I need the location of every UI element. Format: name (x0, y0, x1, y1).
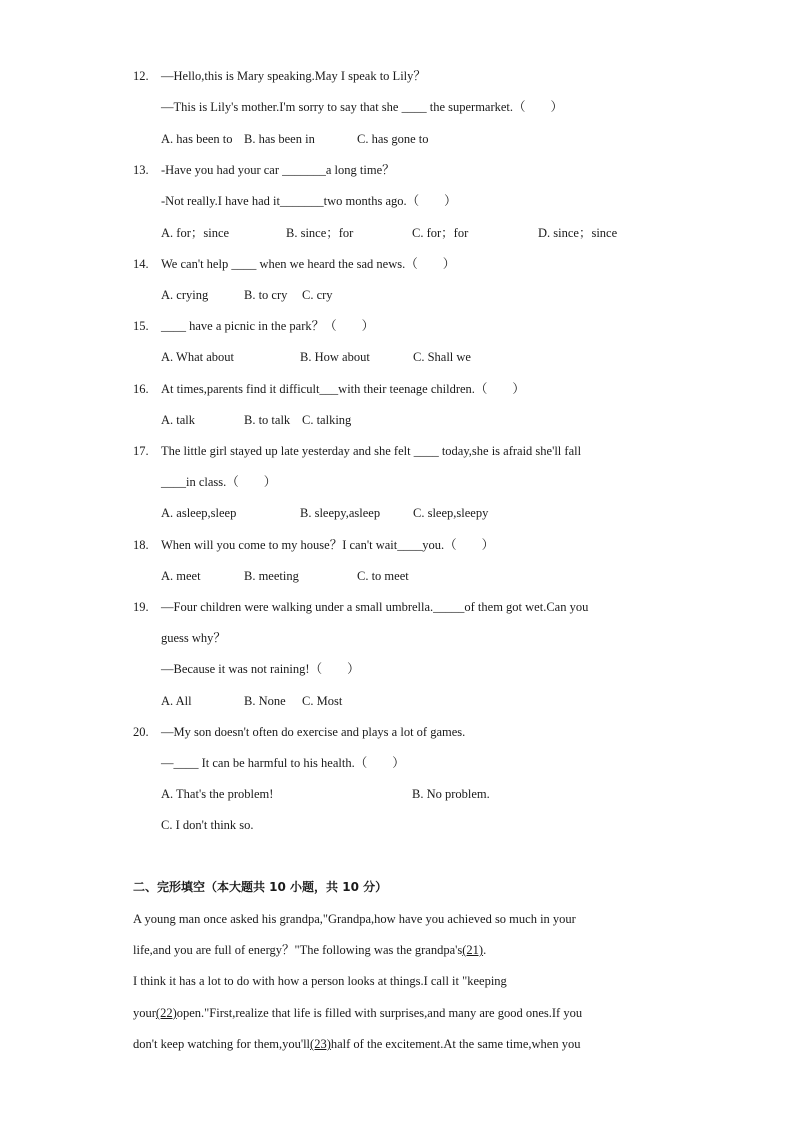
passage-line (133, 1005, 582, 1021)
option-b[interactable]: B. None (244, 694, 286, 708)
option-c[interactable]: C. sleep,sleepy (413, 506, 489, 520)
question-text: At times,parents find it difficult___with their teenage children.（ ） (161, 382, 525, 396)
question-number: 12. (133, 69, 149, 83)
section-heading: 二、完形填空（本大题共 10 小题，共 10 分） (133, 880, 388, 894)
option-b[interactable]: B. has been in (244, 132, 315, 146)
question-number: 18. (133, 538, 149, 552)
option-a[interactable]: A. for；since (161, 226, 230, 240)
question-text: —Four children were walking under a small umbrella._____of them got wet.Can you (161, 600, 589, 614)
question-number: 14. (133, 257, 149, 271)
option-b[interactable]: B. to talk (244, 413, 291, 427)
option-b[interactable]: B. How about (300, 350, 370, 364)
blank-21[interactable]: (21) (462, 943, 484, 957)
option-a[interactable]: A. asleep,sleep (161, 506, 237, 520)
question-number: 13. (133, 163, 149, 177)
passage-line: A young man once asked his grandpa,"Grandpa,how have you achieved so much in your (133, 912, 576, 926)
option-d[interactable]: D. since；since (538, 226, 618, 240)
question-text: We can't help ____ when we heard the sad news.（ ） (161, 257, 456, 271)
option-a[interactable]: A. talk (161, 413, 196, 427)
option-a[interactable]: A. meet (161, 569, 201, 583)
question-text: ____ have a picnic in the park？（ ） (161, 319, 375, 333)
option-b[interactable]: B. No problem. (412, 787, 490, 801)
option-c[interactable]: C. has gone to (357, 132, 429, 146)
option-a[interactable]: A. crying (161, 288, 209, 302)
option-b[interactable]: B. meeting (244, 569, 299, 583)
question-number: 16. (133, 382, 149, 396)
option-a[interactable]: A. What about (161, 350, 235, 364)
question-text: When will you come to my house？I can't wait____you.（ ） (161, 538, 495, 552)
option-c[interactable]: C. Shall we (413, 350, 471, 364)
option-c[interactable]: C. Most (302, 694, 343, 708)
question-text: The little girl stayed up late yesterday and she felt ____ today,she is afraid she'll fall (161, 444, 582, 458)
question-text: —Hello,this is Mary speaking.May I speak to Lily？ (161, 69, 426, 83)
passage-line (133, 942, 486, 958)
option-a[interactable]: A. That's the problem! (161, 787, 274, 801)
question-text: guess why？ (161, 631, 226, 645)
passage-text: half of the excitement.At the same time,when you (330, 1037, 581, 1051)
question-text: —____ It can be harmful to his health.（ ） (161, 756, 405, 770)
passage-text: don't keep watching for them,you'll (133, 1037, 311, 1051)
question-number: 19. (133, 600, 149, 614)
question-number: 15. (133, 319, 149, 333)
question-text: —This is Lily's mother.I'm sorry to say that she ____ the supermarket.（ ） (161, 100, 564, 114)
question-text: ____in class.（ ） (161, 475, 277, 489)
question-text: -Have you had your car _______a long time？ (161, 163, 395, 177)
option-c[interactable]: C. talking (302, 413, 352, 427)
option-b[interactable]: B. to cry (244, 288, 288, 302)
question-text: -Not really.I have had it_______two months ago.（ ） (161, 194, 457, 208)
option-b[interactable]: B. sleepy,asleep (300, 506, 381, 520)
option-b[interactable]: B. since；for (286, 226, 354, 240)
question-text: —My son doesn't often do exercise and plays a lot of games. (161, 725, 466, 739)
passage-line: I think it has a lot to do with how a person looks at things.I call it "keeping (133, 974, 507, 988)
option-c[interactable]: C. to meet (357, 569, 409, 583)
option-a[interactable]: A. has been to (161, 132, 233, 146)
passage-text: . (483, 943, 487, 957)
option-c[interactable]: C. for；for (412, 226, 469, 240)
passage-text: open."First,realize that life is filled with surprises,and many are good ones.If you (176, 1006, 583, 1020)
passage-text: life,and you are full of energy？"The following was the grandpa's (133, 943, 463, 957)
option-c[interactable]: C. cry (302, 288, 333, 302)
passage-line (133, 1036, 580, 1052)
passage-text: your (133, 1006, 156, 1020)
blank-23[interactable]: (23) (310, 1037, 331, 1051)
question-text: —Because it was not raining!（ ） (161, 662, 360, 676)
option-c[interactable]: C. I don't think so. (161, 818, 254, 832)
question-number: 17. (133, 444, 149, 458)
question-number: 20. (133, 725, 149, 739)
blank-22[interactable]: (22) (155, 1006, 177, 1020)
option-a[interactable]: A. All (161, 694, 192, 708)
